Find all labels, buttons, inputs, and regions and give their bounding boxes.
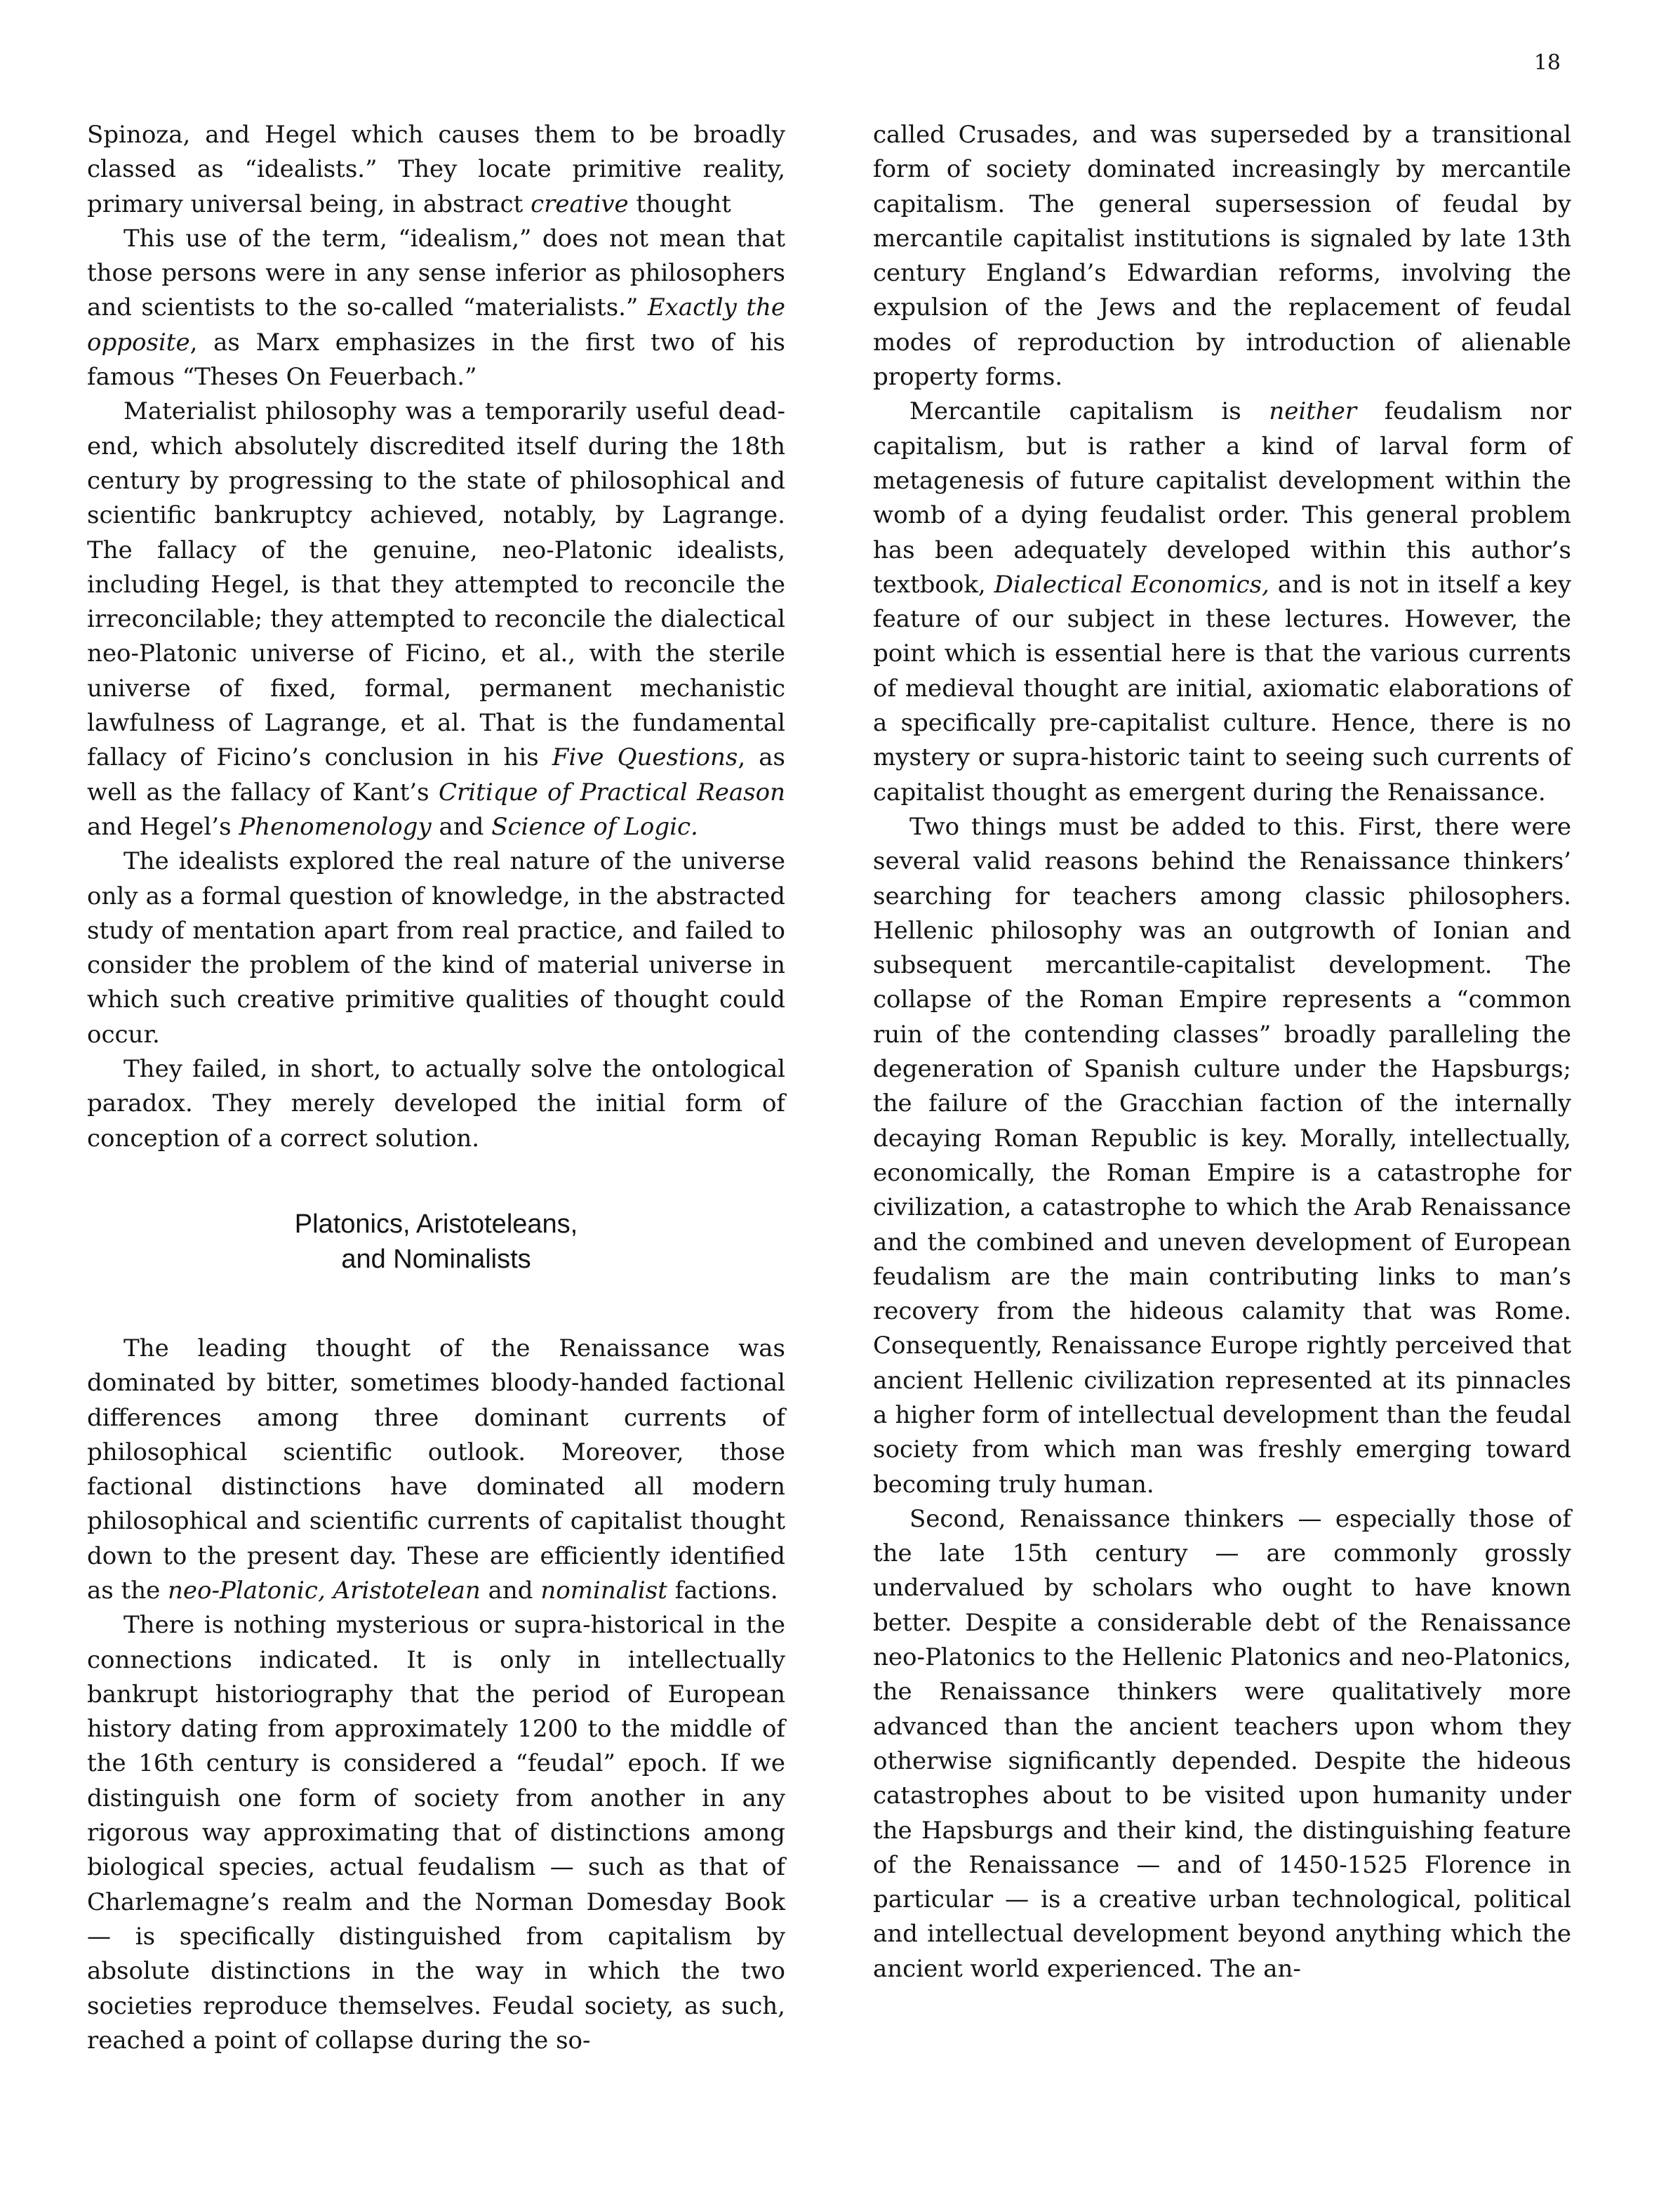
text-run: factions. xyxy=(667,1576,778,1605)
italic-text: neo-Platonic, Aristotelean xyxy=(168,1576,481,1605)
paragraph xyxy=(87,118,785,222)
text-run: and Hegel’s xyxy=(87,812,239,841)
section-heading xyxy=(87,1207,785,1277)
text-run: Materialist philosophy was a temporarily useful dead-end, which absolutely discredited itself during the 18th century by progressing to the state of philosophical and scientific bankruptcy achieved, notably, by Lagrange. The fallacy of the genuine, neo-Platonic idealists, including Hegel, is that they attempted to reconcile the irreconcilable; they attempted to reconcile the dialectical neo-Platonic universe of Ficino, et al., with the sterile universe of fixed, formal, permanent mechanistic lawfulness of Lagrange, et al. That is the fundamental fallacy of Ficino’s conclusion in his xyxy=(87,397,785,772)
left-column-paragraphs-after-heading xyxy=(87,1332,785,2058)
text-run: Two things must be added to this. First, there were several valid reasons behind the Renaissance thinkers’ searching for teachers among classic philosophers. Hellenic philosophy was an outgrowth of Ionian and subsequent mercantile-capitalist development. The collapse of the Roman Empire represents a “common ruin of the contending classes” broadly paralleling the degeneration of Spanish culture under the Hapsburgs; the failure of the Gracchian faction of the internally decaying Roman Republic is key. Morally, intellectually, economically, the Roman Empire is a catastrophe for civilization, a catastrophe to which the Arab Renaissance and the combined and uneven development of European feudalism are the main contributing links to man’s recovery from the hideous calamity that was Rome. Consequently, Renaissance Europe rightly perceived that ancient Hellenic civilization represented at its pinnacles a higher form of intellectual development than the feudal society from which man was freshly emerging toward becoming truly human. xyxy=(873,812,1571,1499)
left-column-paragraphs xyxy=(87,118,785,1156)
text-run: called Crusades, and was superseded by a transitional form of society dominated increasingly by mercantile capitalism. The general supersession of feudal by mercantile capitalist institutions is signaled by late 13th century England’s Edwardian reforms, involving the expulsion of the Jews and the replacement of feudal modes of reproduction by introduction of alienable property forms. xyxy=(873,121,1571,392)
paragraph xyxy=(873,394,1571,810)
section-heading-line-2: and Nominalists xyxy=(341,1244,531,1274)
text-run: This use of the term, “idealism,” does not mean that those persons were in any sense inferior as philosophers and scientists to the so-called “materialists.” xyxy=(87,224,785,322)
text-run: and xyxy=(431,812,492,841)
italic-text: Phenomenology xyxy=(239,812,432,841)
paragraph xyxy=(87,222,785,394)
left-column xyxy=(87,118,785,2058)
italic-text: creative xyxy=(531,190,629,218)
paragraph xyxy=(87,1608,785,2058)
paragraph xyxy=(87,844,785,1052)
text-run: and is not in itself a key feature of our subject in these lectures. However, the point which is essential here is that the various currents of medieval thought are initial, axiomatic elaborations of a specifically pre-capitalist culture. Hence, there is no mystery or supra-historic taint to seeing such currents of capitalist thought as emergent during the Renaissance. xyxy=(873,570,1572,807)
text-run: The idealists explored the real nature of the universe only as a formal question of knowledge, in the abstracted study of mentation apart from real practice, and failed to consider the problem of the kind of material universe in which such creative primitive qualities of thought could occur. xyxy=(87,847,785,1049)
italic-text: Exactly the opposite xyxy=(87,293,786,357)
right-column-paragraphs xyxy=(873,118,1571,1986)
italic-text: Science of Logic. xyxy=(491,812,698,841)
text-run: , as well as the fallacy of Kant’s xyxy=(87,743,785,807)
text-run: Spinoza, and Hegel which causes them to be broadly classed as “idealists.” They locate primitive reality, primary universal being, in abstract xyxy=(87,121,785,218)
text-run: , as Marx emphasizes in the first two of his famous “Theses On Feuerbach.” xyxy=(87,328,785,392)
italic-text: neither xyxy=(1269,397,1357,426)
italic-text: Five Questions xyxy=(552,743,738,772)
text-run: They failed, in short, to actually solve the ontological paradox. They merely developed the initial form of conception of a correct solution. xyxy=(87,1055,785,1153)
text-run: Second, Renaissance thinkers — especially those of the late 15th century — are commonly grossly undervalued by scholars who ought to have known better. Despite a considerable debt of the Renaissance neo-Platonics to the Hellenic Platonics and neo-Platonics, the Renaissance thinkers were qualitatively more advanced than the ancient teachers upon whom they otherwise significantly depended. Despite the hideous catastrophes about to be visited upon humanity under the Hapsburgs and their kind, the distinguishing feature of the Renaissance — and of 1450-1525 Florence in particular — is a creative urban technological, political and intellectual development beyond anything which the ancient world experienced. The an- xyxy=(873,1504,1571,1983)
paragraph xyxy=(87,1052,785,1156)
paragraph xyxy=(873,1502,1571,1986)
text-run: feudalism nor capitalism, but is rather a kind of larval form of metagenesis of future capitalist development within the womb of a dying feudalist order. This general problem has been adequately developed within this author’s textbook, xyxy=(873,397,1571,599)
right-column xyxy=(873,118,1571,1986)
paragraph xyxy=(87,394,785,844)
paragraph xyxy=(873,118,1571,394)
page-number: 18 xyxy=(1533,51,1561,75)
italic-text: Dialectical Economics, xyxy=(994,570,1269,599)
section-heading-line-1: Platonics, Aristoteleans, xyxy=(294,1209,578,1239)
text-run: Mercantile capitalism is xyxy=(909,397,1269,426)
italic-text: nominalist xyxy=(540,1576,667,1605)
paragraph xyxy=(873,810,1571,1502)
text-run: There is nothing mysterious or supra-historical in the connections indicated. It is only in intellectually bankrupt historiography that the period of European history dating from approximately 1200 to the middle of the 16th century is considered a “feudal” epoch. If we distinguish one form of society from another in any rigorous way approximating that of distinctions among biological species, actual feudalism — such as that of Charlemagne’s realm and the Norman Domesday Book — is specifically distinguished from capitalism by absolute distinctions in the way in which the two societies reproduce themselves. Feudal society, as such, reached a point of collapse during the so- xyxy=(87,1611,785,2055)
italic-text: Critique of Practical Reason xyxy=(439,778,785,807)
text-run: thought xyxy=(628,190,731,218)
paragraph xyxy=(87,1332,785,1608)
text-run: The leading thought of the Renaissance was dominated by bitter, sometimes bloody-handed factional differences among three dominant currents of philosophical scientific outlook. Moreover, those factional distinctions have dominated all modern philosophical and scientific currents of capitalist thought down to the present day. These are efficiently identified as the xyxy=(87,1334,785,1605)
text-run: and xyxy=(480,1576,541,1605)
